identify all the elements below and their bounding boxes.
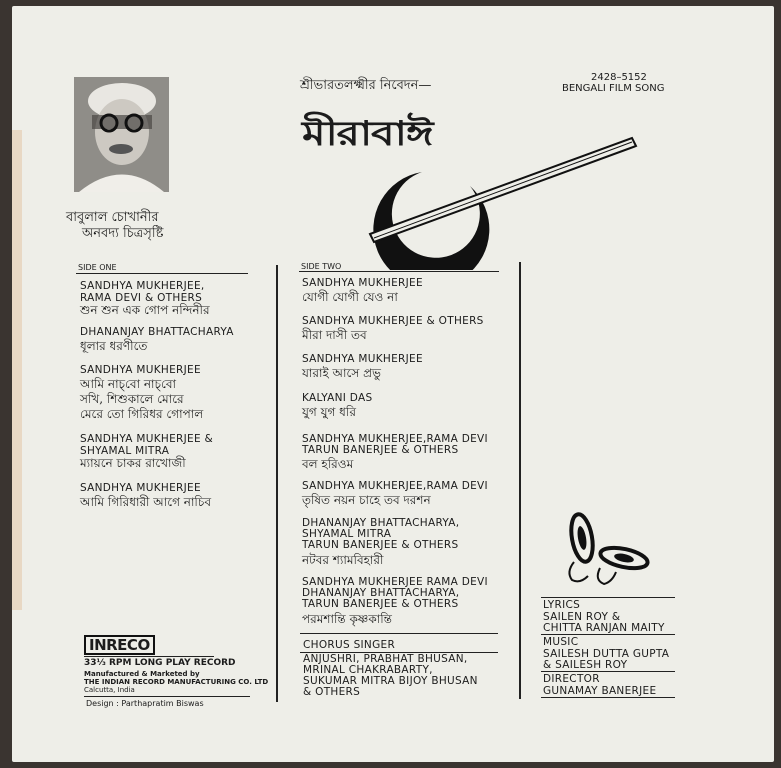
s1-t1-artist: SANDHYA MUKHERJEE, xyxy=(80,280,205,292)
s2-t8-artist2: DHANANJAY BHATTACHARYA, xyxy=(302,587,460,599)
cymbals-illustration xyxy=(560,510,655,590)
s1-t5-artist: SANDHYA MUKHERJEE xyxy=(80,482,201,494)
producer-photo xyxy=(74,77,169,192)
s1-t3-song2: সখি, শিশুকালে মোরে xyxy=(80,392,184,406)
s2-t1-artist: SANDHYA MUKHERJEE xyxy=(302,277,423,289)
credits-rule-4 xyxy=(541,697,675,698)
column-divider-right xyxy=(519,262,521,699)
chorus-label: CHORUS SINGER xyxy=(303,639,396,651)
credits-rule-2 xyxy=(541,634,675,635)
chorus-line1: ANJUSHRI, PRABHAT BHUSAN, xyxy=(303,653,468,665)
s2-t7-artist2: SHYAMAL MITRA xyxy=(302,528,392,540)
s1-t5-song: আমি গিরিধারী আগে নাচিব xyxy=(80,495,212,509)
s2-t7-artist3: TARUN BANERJEE & OTHERS xyxy=(302,539,459,551)
album-title: মীরাবাঈ xyxy=(302,114,433,154)
s1-t2-song: ধূলার ধরণীতে xyxy=(80,339,148,353)
chorus-line2: MRINAL CHAKRABARTY, xyxy=(303,664,433,676)
producer-line1: বাবুলাল চোখানীর xyxy=(66,210,159,225)
label-rule xyxy=(84,656,214,657)
record-format: 33⅓ RPM LONG PLAY RECORD xyxy=(84,658,236,668)
s2-t2-artist: SANDHYA MUKHERJEE & OTHERS xyxy=(302,315,484,327)
music-2: & SAILESH ROY xyxy=(543,659,628,671)
design-rule xyxy=(84,696,250,697)
s2-t8-artist: SANDHYA MUKHERJEE RAMA DEVI xyxy=(302,576,488,588)
s1-t1-artist2: RAMA DEVI & OTHERS xyxy=(80,292,203,304)
s2-t6-song: তৃষিত নয়ন চাহে তব দরশন xyxy=(302,493,431,507)
presenter-line: শ্রীভারতলক্ষ্মীর নিবেদন— xyxy=(300,78,432,93)
side-two-rule xyxy=(299,271,499,272)
producer-line2: অনবদ্য চিত্রসৃষ্টি xyxy=(82,226,164,241)
chorus-rule-top xyxy=(300,633,498,634)
manufacturer-line3: Calcutta, India xyxy=(84,686,135,694)
s2-t8-artist3: TARUN BANERJEE & OTHERS xyxy=(302,598,459,610)
director-label: DIRECTOR xyxy=(543,673,600,685)
side-two-label: SIDE TWO xyxy=(301,262,342,271)
tanpura-illustration xyxy=(360,130,645,270)
credits-rule-1 xyxy=(541,597,675,598)
sleeve-spine-stain xyxy=(12,130,22,610)
s1-t3-song: আমি নাচ্‌বো নাচ্‌বো xyxy=(80,377,177,391)
director-name: GUNAMAY BANERJEE xyxy=(543,685,657,697)
s2-t1-song: যোগী যোগী যেও না xyxy=(302,290,398,304)
s2-t5-artist2: TARUN BANERJEE & OTHERS xyxy=(302,444,459,456)
s2-t2-song: মীরা দাসী তব xyxy=(302,328,367,342)
design-credit: Design : Parthapratim Biswas xyxy=(86,699,204,708)
s2-t3-artist: SANDHYA MUKHERJEE xyxy=(302,353,423,365)
s2-t5-artist: SANDHYA MUKHERJEE,RAMA DEVI xyxy=(302,433,488,445)
genre-label: BENGALI FILM SONG xyxy=(562,83,665,94)
chorus-line4: & OTHERS xyxy=(303,686,361,698)
credits-rule-3 xyxy=(541,671,675,672)
s2-t5-song: বল হরিওম xyxy=(302,457,354,471)
s1-t2-artist: DHANANJAY BHATTACHARYA xyxy=(80,326,234,338)
lyrics-1: SAILEN ROY & xyxy=(543,611,621,623)
s2-t7-artist: DHANANJAY BHATTACHARYA, xyxy=(302,517,460,529)
s1-t4-artist: SANDHYA MUKHERJEE & xyxy=(80,433,214,445)
side-one-rule xyxy=(76,273,248,274)
column-divider-left xyxy=(276,265,278,702)
chorus-line3: SUKUMAR MITRA BIJOY BHUSAN xyxy=(303,675,478,687)
s2-t6-artist: SANDHYA MUKHERJEE,RAMA DEVI xyxy=(302,480,488,492)
manufacturer-line1: Manufactured & Marketed by xyxy=(84,670,200,678)
side-one-label: SIDE ONE xyxy=(78,263,117,272)
music-label: MUSIC xyxy=(543,636,579,648)
lyrics-label: LYRICS xyxy=(543,599,581,611)
s1-t1-song: শুন শুন এক গোপ নন্দিনীর xyxy=(80,303,210,317)
manufacturer-line2: THE INDIAN RECORD MANUFACTURING CO. LTD xyxy=(84,678,269,686)
s1-t4-artist2: SHYAMAL MITRA xyxy=(80,445,170,457)
s2-t4-artist: KALYANI DAS xyxy=(302,392,373,404)
music-1: SAILESH DUTTA GUPTA xyxy=(543,648,670,660)
s2-t8-song: পরমশান্তি কৃষ্ণকান্তি xyxy=(302,612,392,626)
s1-t3-song3: মেরে তো গিরিধর গোপাল xyxy=(80,407,204,421)
catalog-number: 2428–5152 xyxy=(591,72,647,83)
s2-t7-song: নটবর শ্যামবিহারী xyxy=(302,553,384,567)
s1-t4-song: ম্যায়নে চাকর রাখোজী xyxy=(80,456,186,470)
lyrics-2: CHITTA RANJAN MAITY xyxy=(543,622,665,634)
s2-t4-song: যুগ যুগ ধরি xyxy=(302,405,356,419)
s1-t3-artist: SANDHYA MUKHERJEE xyxy=(80,364,201,376)
s2-t3-song: যারাই আসে প্রভু xyxy=(302,366,381,380)
inreco-logo: INRECO xyxy=(84,635,155,655)
